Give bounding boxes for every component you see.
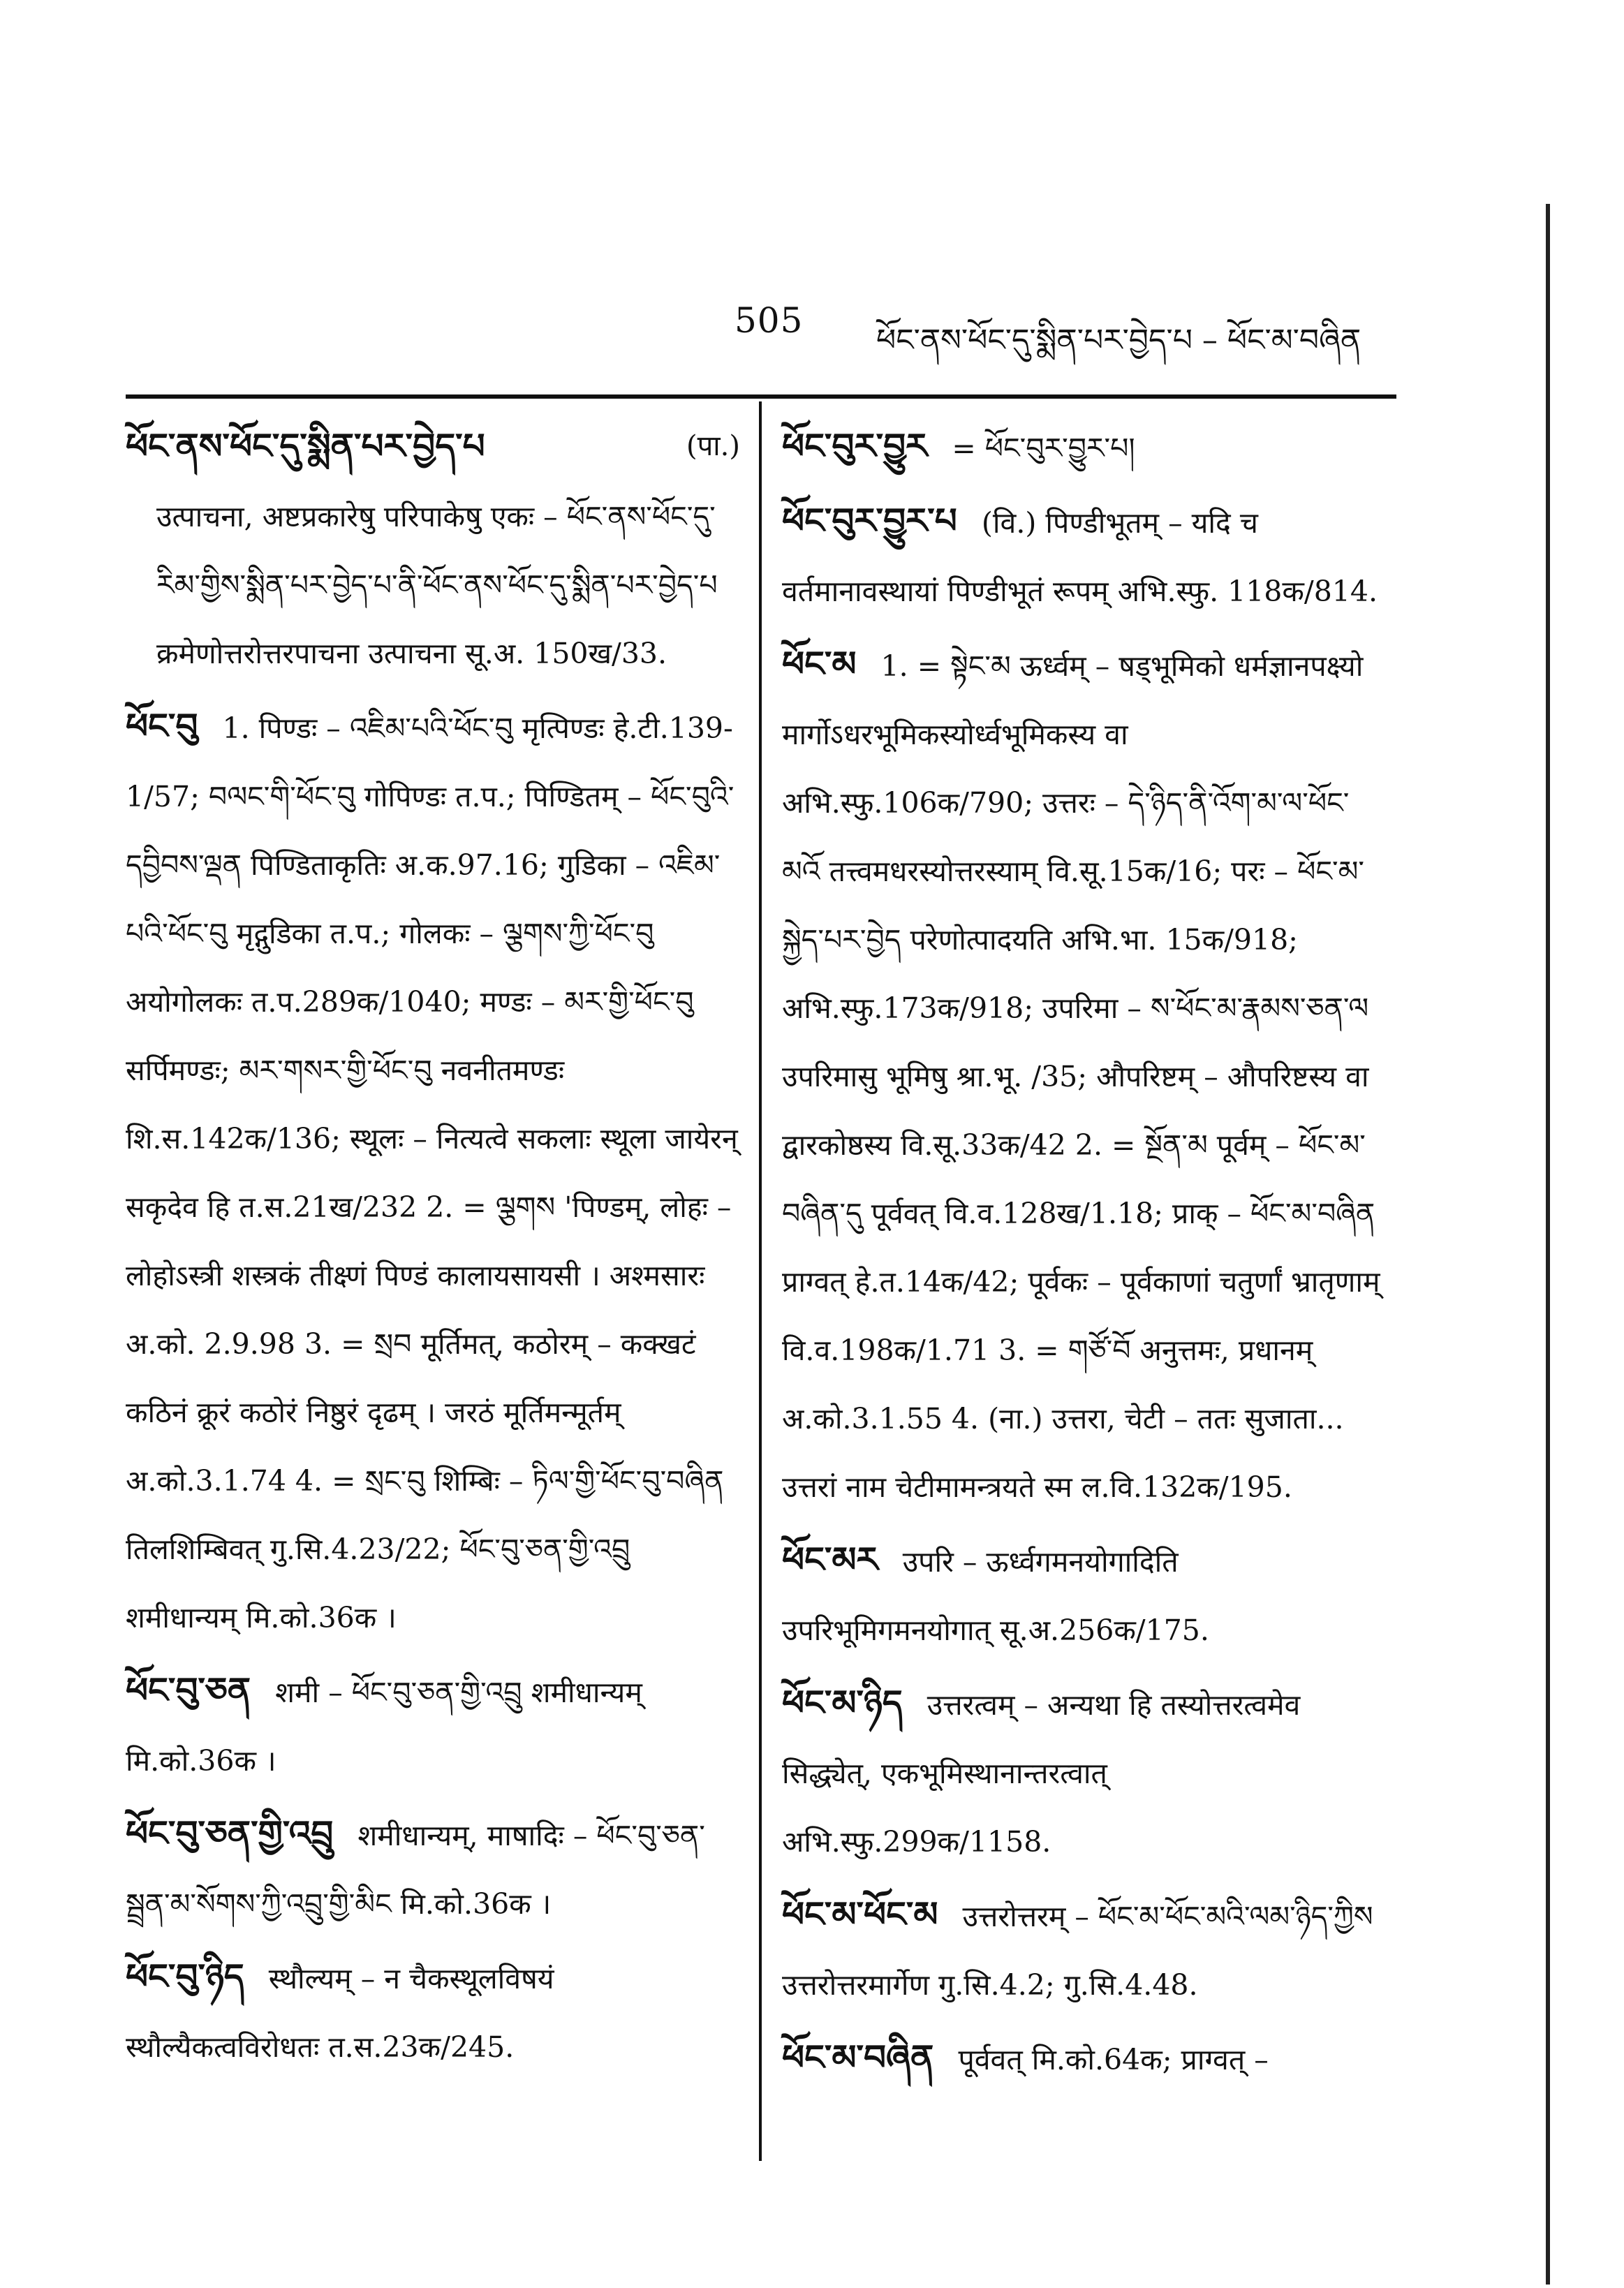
entry-headword: ཕོང་མར (782, 1539, 878, 1580)
entry-text: पूर्ववत् मि.को.64क; प्राग्वत् – (958, 2043, 1269, 2076)
entry-text: 1. पिण्डः – འཇིམ་པའི་ཕོང་བུ मृत्पिण्डः हे.टी.139-1/57; བལང་གི་ཕོང་བུ गोपिण्डः त.प.; पिण्डितम् – ཕོང་བུའི་དབྱིབས་ལྡན पिण्डिताकृतिः अ.क.97.16; गुडिका – འཇིམ་པའི་ཕོང་བུ मृद्गुडिका त.प.; गोलकः – ལྕགས་ཀྱི་ཕོང་བུ अयोगोलकः त.प.289क/1040; मण्डः – མར་གྱི་ཕོང་བུ सर्पिमण्डः; མར་གསར་གྱི་ཕོང་བུ नवनीतमण्डः शि.स.142क/136; स्थूलः – नित्यत्वे सकलाः स्थूला जायेरन् सकृदेव हि त.स.21ख/232 2. = ལྕགས 'पिण्डम्, लोहः – लोहोऽस्त्री शस्त्रकं तीक्ष्णं पिण्डं कालायसायसी । अश्मसारः अ.को. 2.9.98 3. = སྲབ मूर्तिमत्, कठोरम् – कक्खटं कठिनं क्रूरं कठोरं निष्ठुरं दृढम् । जरठं मूर्तिमन्मूर्तम् अ.को.3.1.74 4. = སྲང་བུ शिम्बिः – ཏིལ་གྱི་ཕོང་བུ་བཞིན तिलशिम्बिवत् गु.सि.4.23/22; ཕོང་བུ་ཅན་གྱི་འབྲུ शमीधान्यम् मि.को.36क । (126, 711, 738, 1634)
entry-grammar: (पा.) (686, 430, 740, 462)
entry-grammar: (वि.) (981, 506, 1037, 540)
entry-text: उपरि – ऊर्ध्वगमनयोगादिति उपरिभूमिगमनयोगात् सू.अ.256क/175. (782, 1545, 1209, 1647)
page-number: 505 (735, 300, 804, 341)
entry-headword: ཕོང་བུར་བྱུར་པ (782, 500, 957, 541)
entry-headword: ཕོང་བུ་ཅན (126, 1669, 251, 1711)
dictionary-entry (126, 412, 740, 688)
entry-headword: ཕོང་བུར་བྱུར (782, 425, 928, 466)
entry-text: शमी – ཕོང་བུ་ཅན་གྱི་འབྲུ शमीधान्यम् मि.को.36क । (126, 1676, 642, 1778)
dictionary-entry (126, 1656, 740, 1795)
dictionary-entry (782, 2023, 1382, 2094)
dictionary-entry (782, 1526, 1382, 1665)
entry-text: पिण्डीभूतम् – यदि च वर्तमानावस्थायां पिण्डीभूतं रूपम् अभि.स्फु. 118क/814. (782, 506, 1378, 608)
dictionary-entry (782, 1880, 1382, 2019)
right-column (782, 412, 1382, 2098)
entry-headword: ཕོང་མ་ཕོང་མ (782, 1894, 938, 1935)
entry-headword: ཕོང་མ་ཉིད (782, 1682, 903, 1723)
dictionary-entry (126, 1942, 740, 2081)
dictionary-entry (782, 412, 1382, 482)
entry-headword: ཕོང་བུ་ཅན་གྱི་འབྲུ (126, 1813, 334, 1854)
entry-headword: ཕོང་བུ (126, 705, 198, 746)
dictionary-entry (782, 1669, 1382, 1876)
dictionary-entry (126, 1799, 740, 1938)
entry-headword: ཕོང་མ (782, 643, 857, 684)
entry-text: स्थौल्यम् – न चैकस्थूलविषयं स्थौल्यैकत्वविरोधतः त.स.23क/245. (126, 1962, 554, 2064)
left-column (126, 412, 740, 2086)
entry-text: उत्तरोत्तरम् – ཕོང་མ་ཕོང་མའི་ལམ་ཉིད་ཀྱིས उत्तरोत्तरमार्गेण गु.सि.4.2; गु.सि.4.48. (782, 1900, 1373, 2002)
page-edge-line (1546, 204, 1550, 2285)
entry-text: उत्पाचना, अष्टप्रकारेषु परिपाकेषु एकः – ཕོང་ནས་ཕོང་དུ་རིམ་གྱིས་སྨིན་པར་བྱེད་པ་ནི་ཕོང་ནས་ཕོང་དུ་སྨིན་པར་བྱེད་པ क्रमेणोत्तरोत्तरपाचना उत्पाचना सू.अ. 150ख/33. (156, 500, 718, 670)
entry-headword: ཕོང་ནས་ཕོང་དུ་སྨིན་པར་བྱེད་པ (126, 425, 485, 466)
dictionary-entry (782, 630, 1382, 1521)
running-head: ཕོང་ནས་ཕོང་དུ་སྨིན་པར་བྱེད་པ – ཕོང་མ་བཞིན (876, 323, 1361, 358)
entry-text: 1. = སྟེང་མ ऊर्ध्वम् – षड्भूमिको धर्मज्ञानपक्ष्यो मार्गोऽधरभूमिकस्योर्ध्वभूमिकस्य वा अभि.स्फु.106क/790; उत्तरः – དེ་ཉིད་ནི་འོག་མ་ལ་ཕོང་མའོ तत्त्वमधरस्योत्तरस्याम् वि.सू.15क/16; परः – ཕོང་མ་སྐྱེད་པར་བྱེད परेणोत्पादयति अभि.भा. 15क/918; अभि.स्फु.173क/918; उपरिमा – ས་ཕོང་མ་རྣམས་ཅན་ལ उपरिमासु भूमिषु श्रा.भू. /35; औपरिष्टम् – औपरिष्टस्य वा द्वारकोष्ठस्य वि.सू.33क/42 2. = སྔོན་མ पूर्वम् – ཕོང་མ་བཞིན་དུ पूर्ववत् वि.व.128ख/1.18; प्राक् – ཕོང་མ་བཞིན प्राग्वत् हे.त.14क/42; पूर्वकः – पूर्वकाणां चतुर्णां भ्रातृणाम् वि.व.198क/1.71 3. = གཙོ་བོ अनुत्तमः, प्रधानम् अ.को.3.1.55 4. (ना.) उत्तरा, चेटी – ततः सुजाता... उत्तरां नाम चेटीमामन्त्रयते स्म ल.वि.132क/195. (782, 649, 1380, 1504)
column-divider (759, 401, 762, 2161)
entry-text: उत्तरत्वम् – अन्यथा हि तस्योत्तरत्वमेव सिद्ध्येत्, एकभूमिस्थानान्तरत्वात् अभि.स्फु.299क/1158. (782, 1688, 1301, 1859)
entry-text: = ཕོང་བུར་བྱུར་པ། (952, 431, 1135, 465)
entry-headword: ཕོང་མ་བཞིན (782, 2037, 934, 2078)
header-rule (126, 394, 1396, 399)
dictionary-entry (126, 692, 740, 1652)
entry-text: शमीधान्यम्, माषादिः – ཕོང་བུ་ཅན་སྦྲན་མ་སོགས་ཀྱི་འབྲུ་གྱི་མིང मि.को.36क । (126, 1819, 705, 1921)
entry-headword: ཕོང་བུ་ཉིད (126, 1956, 244, 1997)
dictionary-entry (782, 487, 1382, 626)
